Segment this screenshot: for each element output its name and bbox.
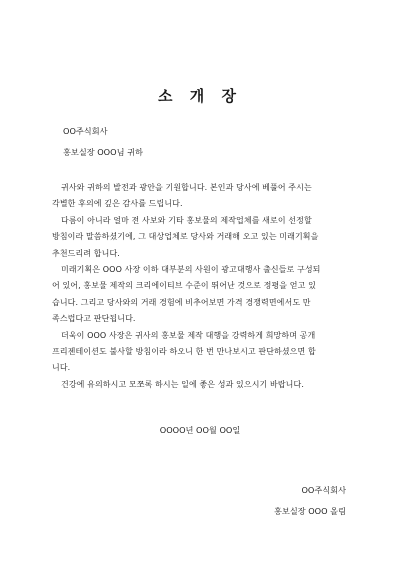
body-line: 방침이라 말씀하셨기에, 그 대상업체로 당사와 거래해 오고 있는 미래기획을 [52,232,319,242]
body-line: 어 있어, 홍보물 제작의 크리에이티브 수준이 뛰어난 것으로 정평을 얻고 있 [52,281,316,291]
body-line: 각별한 후의에 깊은 감사를 드립니다. [52,199,183,209]
recipient-addressee: 홍보실장 OOO님 귀하 [63,147,143,157]
body-line: 더욱이 OOO 사장은 귀사의 홍보물 제작 대행을 강력하게 희망하며 공개 [61,330,316,340]
sender-signature: 홍보실장 OOO 올림 [274,506,346,516]
recipient-company: OO주식회사 [63,126,108,136]
body-line: 미래기획은 OOO 사장 이하 대부분의 사원이 광고대행사 출신들로 구성되 [61,265,321,275]
body-line: 건강에 유의하시고 모쪼록 하시는 일에 좋은 성과 있으시기 바랍니다. [61,379,304,389]
body-line: 습니다. 그리고 당사와의 거래 경험에 비추어보면 가격 경쟁력면에서도 만 [52,297,311,307]
body-line: 추천드리려 합니다. [52,248,120,258]
body-line: 다름이 아니라 얼마 전 사보와 기타 홍보물의 제작업체를 새로이 선정할 [61,215,312,225]
body-line: 족스럽다고 판단됩니다. [52,314,136,324]
document-title: 소 개 장 [158,87,242,105]
sender-company: OO주식회사 [301,485,346,495]
letter-date: OOOO년 OO월 OO일 [159,425,241,435]
body-line: 니다. [52,363,71,373]
body-line: 프리젠테이션도 불사할 방침이라 하오니 한 번 만나보시고 판단하셨으면 합 [52,347,316,357]
body-line: 귀사와 귀하의 발전과 광안을 기원합니다. 본인과 당사에 베풀어 주시는 [61,183,312,192]
letter-body [52,180,352,393]
